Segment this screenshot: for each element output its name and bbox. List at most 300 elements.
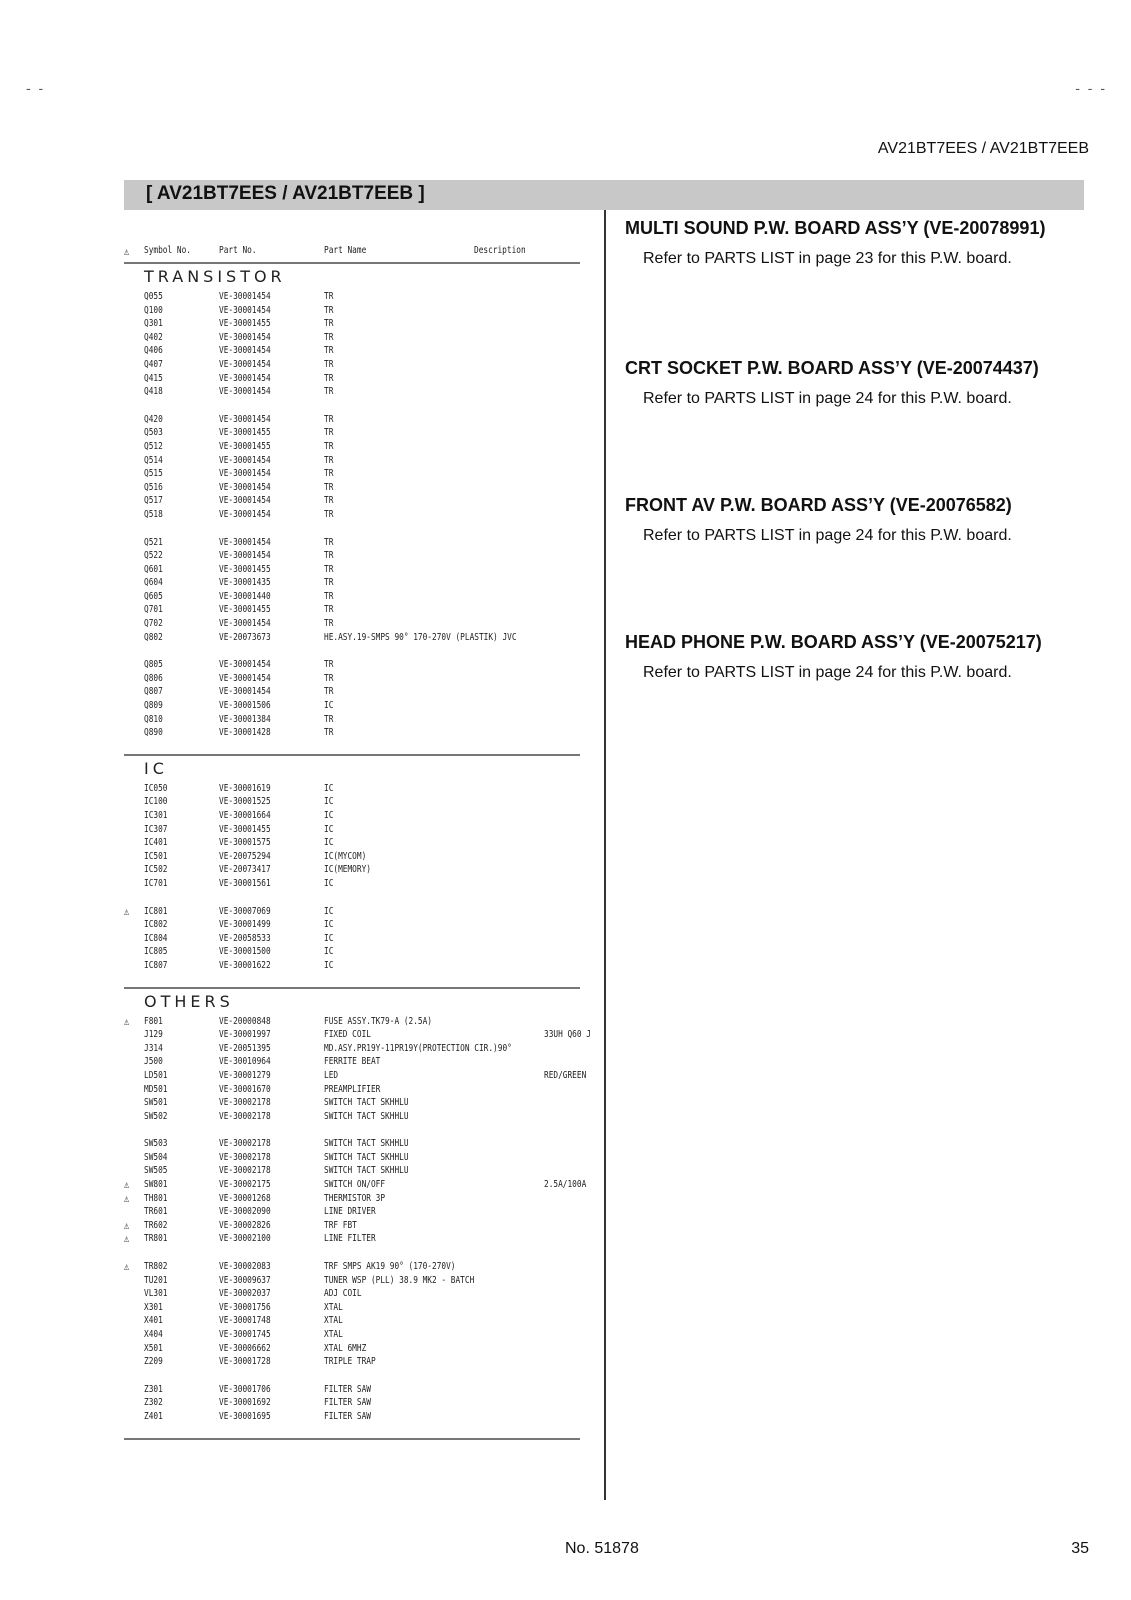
part-name: TR (324, 604, 334, 616)
board-note: Refer to PARTS LIST in page 24 for this P.W. board. (643, 664, 1012, 681)
part-no: VE-30001706 (219, 1383, 271, 1395)
description: RED/GREEN (544, 1069, 587, 1081)
warning-icon: ⚠ (124, 904, 130, 918)
symbol-no: Q810 (144, 713, 163, 725)
part-name: TR (324, 304, 334, 316)
symbol-no: Z401 (144, 1410, 163, 1422)
board-title: MULTI SOUND P.W. BOARD ASS’Y (VE-20078991) (625, 218, 1046, 238)
description: 2.5A/100A (544, 1179, 587, 1191)
table-row (124, 1178, 587, 1192)
table-row (124, 1232, 580, 1246)
part-no: VE-30002178 (219, 1110, 271, 1122)
part-no: VE-30002100 (219, 1233, 271, 1245)
parts-group (124, 905, 580, 973)
part-no: VE-30001454 (219, 345, 271, 357)
table-row (124, 317, 580, 331)
part-name: TR (324, 413, 334, 425)
part-no: VE-30002175 (219, 1179, 271, 1191)
symbol-no: IC701 (144, 877, 168, 889)
symbol-no: MD501 (144, 1083, 168, 1095)
table-row (124, 1301, 580, 1315)
parts-group (124, 1014, 591, 1124)
part-name: XTAL 6MHZ (324, 1342, 367, 1354)
section-heading-bar (124, 180, 1084, 210)
part-name: TR (324, 386, 334, 398)
part-name: FIXED COIL (324, 1029, 371, 1041)
corner-mark-right: - - - (1075, 80, 1107, 96)
symbol-no: IC802 (144, 919, 168, 931)
part-name: ADJ COIL (324, 1288, 362, 1300)
table-row (124, 932, 580, 946)
table-row (124, 549, 580, 563)
part-no: VE-30001561 (219, 877, 271, 889)
symbol-no: IC501 (144, 850, 168, 862)
part-no: VE-30001745 (219, 1329, 271, 1340)
symbol-no: Q407 (144, 358, 163, 370)
symbol-no: TR602 (144, 1219, 168, 1231)
part-name: TR (324, 577, 334, 589)
table-bottom-rule (124, 1438, 580, 1440)
part-name: TRIPLE TRAP (324, 1356, 376, 1368)
part-no: VE-20000848 (219, 1015, 271, 1027)
table-row (124, 1137, 580, 1151)
part-name: IC (324, 700, 334, 712)
part-no: VE-30001454 (219, 372, 271, 384)
part-name: TUNER WSP (PLL) 38.9 MK2 - BATCH (324, 1274, 475, 1286)
symbol-no: IC801 (144, 905, 168, 917)
symbol-no: Q518 (144, 508, 163, 520)
part-no: VE-30001500 (219, 946, 271, 958)
part-name: TRF FBT (324, 1219, 357, 1231)
part-name: TR (324, 672, 334, 684)
symbol-no: IC502 (144, 864, 168, 876)
table-row (124, 1069, 587, 1083)
warning-icon: ⚠ (124, 1014, 130, 1028)
part-no: VE-20051395 (219, 1042, 271, 1054)
part-no: VE-20073417 (219, 864, 271, 876)
symbol-no: X501 (144, 1342, 163, 1354)
board-reference (625, 212, 1095, 352)
part-name: TRF SMPS AK19 90° (170-270V) (324, 1261, 456, 1273)
part-no: VE-30001454 (219, 508, 271, 520)
symbol-no: SW505 (144, 1165, 168, 1177)
table-row (124, 905, 580, 919)
symbol-no: Q806 (144, 672, 163, 684)
section-title: IC (144, 758, 168, 778)
table-row (124, 481, 580, 495)
table-row (124, 1342, 580, 1356)
part-no: VE-30001692 (219, 1397, 271, 1409)
part-no: VE-30002178 (219, 1151, 271, 1163)
column-part-no: Part No. (219, 245, 257, 256)
parts-group (124, 658, 580, 740)
symbol-no: Q802 (144, 631, 163, 643)
part-name: SWITCH TACT SKHHLU (324, 1151, 409, 1163)
part-no: VE-30001454 (219, 672, 271, 684)
table-row (124, 385, 580, 399)
symbol-no: Q604 (144, 577, 163, 589)
part-no: VE-30001454 (219, 536, 271, 548)
part-no: VE-30006662 (219, 1342, 271, 1354)
symbol-no: F801 (144, 1015, 163, 1027)
table-row (124, 603, 580, 617)
board-reference (625, 352, 1095, 489)
part-name: TR (324, 618, 334, 630)
part-name: IC (324, 782, 334, 794)
part-no: VE-30001268 (219, 1192, 271, 1204)
part-no: VE-30001506 (219, 700, 271, 712)
symbol-no: SW502 (144, 1110, 168, 1122)
model-header: AV21BT7EES / AV21BT7EEB (877, 140, 1089, 157)
table-row (124, 1083, 580, 1097)
parts-group (124, 290, 580, 399)
part-name: IC (324, 796, 334, 808)
symbol-no: Q890 (144, 727, 163, 739)
description: 33UH Q60 J (544, 1029, 591, 1041)
symbol-no: SW503 (144, 1138, 168, 1150)
part-name: TR (324, 440, 334, 452)
table-row (124, 658, 580, 672)
table-row (124, 467, 580, 481)
table-row (124, 945, 580, 959)
part-no: VE-30001455 (219, 563, 271, 575)
symbol-no: IC100 (144, 796, 168, 808)
part-no: VE-30001575 (219, 837, 271, 849)
part-no: VE-30001454 (219, 304, 271, 316)
table-row (124, 863, 580, 877)
table-row (124, 836, 580, 850)
section-title: OTHERS (144, 991, 234, 1011)
part-no: VE-20058533 (219, 932, 271, 944)
part-name: TR (324, 454, 334, 466)
symbol-no: Q100 (144, 304, 163, 316)
part-no: VE-20073673 (219, 631, 271, 643)
symbol-no: Q516 (144, 481, 163, 493)
part-name: TR (324, 291, 334, 302)
table-row (124, 1042, 580, 1056)
table-row (124, 1028, 591, 1042)
table-row (124, 413, 580, 427)
part-name: TR (324, 563, 334, 575)
column-divider (604, 210, 606, 1500)
part-name: TR (324, 481, 334, 493)
part-no: VE-30002178 (219, 1097, 271, 1109)
table-row (124, 1015, 580, 1029)
symbol-no: IC050 (144, 782, 168, 794)
parts-group (124, 413, 580, 522)
part-name: SWITCH TACT SKHHLU (324, 1138, 409, 1150)
part-name: IC (324, 959, 334, 971)
part-no: VE-30002178 (219, 1138, 271, 1150)
table-row (124, 426, 580, 440)
part-name: TR (324, 358, 334, 370)
table-row (124, 1151, 580, 1165)
table-column-header (124, 240, 580, 262)
part-name: IC (324, 946, 334, 958)
symbol-no: SW801 (144, 1179, 168, 1191)
board-title: HEAD PHONE P.W. BOARD ASS’Y (VE-20075217) (625, 632, 1042, 652)
table-row (124, 685, 580, 699)
symbol-no: Q517 (144, 495, 163, 507)
symbol-no: Q402 (144, 331, 163, 343)
warning-icon: ⚠ (124, 1218, 130, 1232)
table-row (124, 508, 580, 522)
symbol-no: X401 (144, 1315, 163, 1327)
part-name: MD.ASY.PR19Y-11PR19Y(PROTECTION CIR.)90° (324, 1042, 512, 1054)
table-row (124, 1096, 580, 1110)
part-name: TR (324, 659, 334, 671)
symbol-no: Q406 (144, 345, 163, 357)
part-no: VE-30001622 (219, 959, 271, 971)
part-no: VE-30001455 (219, 823, 271, 835)
table-row (124, 877, 580, 891)
symbol-no: X301 (144, 1301, 163, 1313)
table-row (124, 590, 580, 604)
part-no: VE-30001455 (219, 318, 271, 330)
part-name: TR (324, 508, 334, 520)
symbol-no: Q605 (144, 590, 163, 602)
symbol-no: Q522 (144, 550, 163, 562)
table-row (124, 672, 580, 686)
table-row (124, 1219, 580, 1233)
part-name: IC (324, 823, 334, 835)
table-row (124, 372, 580, 386)
part-name: TR (324, 713, 334, 725)
symbol-no: Q805 (144, 659, 163, 671)
part-no: VE-30002826 (219, 1219, 271, 1231)
part-name: XTAL (324, 1329, 343, 1340)
board-note: Refer to PARTS LIST in page 24 for this P.W. board. (643, 527, 1012, 544)
part-no: VE-30001454 (219, 686, 271, 698)
part-name: HE.ASY.19-SMPS 90° 170-270V (PLASTIK) JVC (324, 631, 517, 643)
table-row (124, 1274, 580, 1288)
page-number: 35 (1071, 1540, 1089, 1557)
board-reference (625, 626, 1095, 763)
table-row (124, 1396, 580, 1410)
symbol-no: Q514 (144, 454, 163, 466)
part-name: FILTER SAW (324, 1383, 371, 1395)
part-name: IC(MEMORY) (324, 864, 371, 876)
part-name: PREAMPLIFIER (324, 1083, 381, 1095)
part-name: FERRITE BEAT (324, 1056, 381, 1068)
part-name: XTAL (324, 1315, 343, 1327)
table-row (124, 1055, 580, 1069)
table-row (124, 344, 580, 358)
table-row (124, 1355, 580, 1369)
part-name: IC (324, 905, 334, 917)
symbol-no: Q515 (144, 468, 163, 480)
part-no: VE-20075294 (219, 850, 271, 862)
part-no: VE-30001455 (219, 604, 271, 616)
symbol-no: Q415 (144, 372, 163, 384)
part-no: VE-30001440 (219, 590, 271, 602)
symbol-no: SW504 (144, 1151, 168, 1163)
part-name: LINE FILTER (324, 1233, 376, 1245)
board-title: FRONT AV P.W. BOARD ASS’Y (VE-20076582) (625, 495, 1012, 515)
part-no: VE-30001670 (219, 1083, 271, 1095)
part-name: TR (324, 372, 334, 384)
symbol-no: TU201 (144, 1274, 168, 1286)
symbol-no: TR801 (144, 1233, 168, 1245)
symbol-no: TH801 (144, 1192, 168, 1204)
part-no: VE-30001454 (219, 413, 271, 425)
symbol-no: Q503 (144, 427, 163, 439)
board-note: Refer to PARTS LIST in page 24 for this P.W. board. (643, 390, 1012, 407)
part-no: VE-30001454 (219, 454, 271, 466)
part-name: TR (324, 468, 334, 480)
symbol-no: IC805 (144, 946, 168, 958)
part-name: SWITCH ON/OFF (324, 1179, 386, 1191)
part-name: THERMISTOR 3P (324, 1192, 386, 1204)
board-references (625, 212, 1095, 763)
symbol-no: IC301 (144, 810, 168, 821)
part-no: VE-30001499 (219, 919, 271, 931)
symbol-no: IC807 (144, 959, 168, 971)
part-no: VE-30001756 (219, 1301, 271, 1313)
table-row (124, 1205, 580, 1219)
symbol-no: LD501 (144, 1069, 168, 1081)
part-name: TR (324, 550, 334, 562)
symbol-no: TR601 (144, 1206, 168, 1218)
part-no: VE-30001454 (219, 550, 271, 562)
parts-group (124, 1137, 587, 1246)
symbol-no: Q701 (144, 604, 163, 616)
part-no: VE-30001454 (219, 358, 271, 370)
symbol-no: J314 (144, 1042, 163, 1054)
part-name: SWITCH TACT SKHHLU (324, 1097, 409, 1109)
board-title: CRT SOCKET P.W. BOARD ASS’Y (VE-20074437) (625, 358, 1039, 378)
part-name: IC(MYCOM) (324, 850, 367, 862)
symbol-no: Z302 (144, 1397, 163, 1409)
part-no: VE-30002178 (219, 1165, 271, 1177)
symbol-no: Z301 (144, 1383, 163, 1395)
symbol-no: Q055 (144, 291, 163, 302)
part-no: VE-30001525 (219, 796, 271, 808)
table-row (124, 850, 580, 864)
table-row (124, 1383, 580, 1397)
table-row (124, 576, 580, 590)
part-no: VE-30001454 (219, 468, 271, 480)
part-no: VE-30002037 (219, 1288, 271, 1300)
part-name: FILTER SAW (324, 1397, 371, 1409)
part-no: VE-30001455 (219, 440, 271, 452)
part-no: VE-30010964 (219, 1056, 271, 1068)
part-no: VE-30001454 (219, 659, 271, 671)
table-row (124, 536, 580, 550)
table-row (124, 918, 580, 932)
board-note: Refer to PARTS LIST in page 23 for this P.W. board. (643, 250, 1012, 267)
part-no: VE-30001664 (219, 810, 271, 821)
table-row (124, 1314, 580, 1328)
part-no: VE-30009637 (219, 1274, 271, 1286)
parts-group (124, 1260, 580, 1369)
part-no: VE-30001455 (219, 427, 271, 439)
part-name: IC (324, 919, 334, 931)
table-row (124, 358, 580, 372)
part-no: VE-30002090 (219, 1206, 271, 1218)
part-name: TR (324, 495, 334, 507)
symbol-no: TR802 (144, 1261, 168, 1273)
part-no: VE-30001619 (219, 782, 271, 794)
part-no: VE-30001428 (219, 727, 271, 739)
table-row (124, 304, 580, 318)
table-row (124, 1287, 580, 1301)
symbol-no: Q521 (144, 536, 163, 548)
section-heading: [ AV21BT7EES / AV21BT7EEB ] (146, 183, 425, 204)
part-name: TR (324, 331, 334, 343)
table-row (124, 617, 580, 631)
symbol-no: IC307 (144, 823, 168, 835)
column-symbol-no: Symbol No. (144, 245, 191, 256)
part-name: TR (324, 590, 334, 602)
symbol-no: VL301 (144, 1288, 168, 1300)
part-name: TR (324, 536, 334, 548)
part-no: VE-30001435 (219, 577, 271, 589)
symbol-no: Q807 (144, 686, 163, 698)
symbol-no: Q420 (144, 413, 163, 425)
part-no: VE-30001454 (219, 386, 271, 398)
part-no: VE-30001997 (219, 1029, 271, 1041)
symbol-no: Q418 (144, 386, 163, 398)
part-no: VE-30001728 (219, 1356, 271, 1368)
corner-mark-left: - - (26, 80, 46, 96)
symbol-no: Q601 (144, 563, 163, 575)
symbol-no: Z209 (144, 1356, 163, 1368)
section-title: TRANSISTOR (144, 267, 286, 286)
table-row (124, 1192, 580, 1206)
table-row (124, 1110, 580, 1124)
part-name: SWITCH TACT SKHHLU (324, 1165, 409, 1177)
part-name: IC (324, 932, 334, 944)
part-name: XTAL (324, 1301, 343, 1313)
table-row (124, 1328, 580, 1342)
part-name: FUSE ASSY.TK79-A (2.5A) (324, 1015, 433, 1027)
part-name: FILTER SAW (324, 1410, 371, 1422)
parts-group (124, 536, 580, 645)
part-no: VE-30001748 (219, 1315, 271, 1327)
table-row (124, 1410, 580, 1424)
part-name: SWITCH TACT SKHHLU (324, 1110, 409, 1122)
column-part-name: Part Name (324, 245, 367, 256)
table-row (124, 1260, 580, 1274)
symbol-no: Q809 (144, 700, 163, 712)
part-no: VE-30001454 (219, 331, 271, 343)
table-row (124, 494, 580, 508)
part-no: VE-30001454 (219, 481, 271, 493)
table-row (124, 290, 580, 304)
part-no: VE-30001454 (219, 618, 271, 630)
table-row (124, 959, 580, 973)
part-name: TR (324, 318, 334, 330)
part-name: IC (324, 877, 334, 889)
part-no: VE-30001279 (219, 1069, 271, 1081)
part-name: IC (324, 810, 334, 821)
symbol-no: Q301 (144, 318, 163, 330)
table-row (124, 713, 580, 727)
table-row (124, 331, 580, 345)
part-no: VE-30001454 (219, 291, 271, 302)
symbol-no: Q512 (144, 440, 163, 452)
warning-icon: ⚠ (124, 1232, 130, 1246)
table-row (124, 795, 580, 809)
symbol-no: J129 (144, 1029, 163, 1041)
warning-icon: ⚠ (124, 1191, 130, 1205)
table-row (124, 782, 580, 796)
parts-list (124, 240, 591, 1440)
table-row (124, 1164, 580, 1178)
part-name: LED (324, 1069, 339, 1081)
part-name: TR (324, 345, 334, 357)
